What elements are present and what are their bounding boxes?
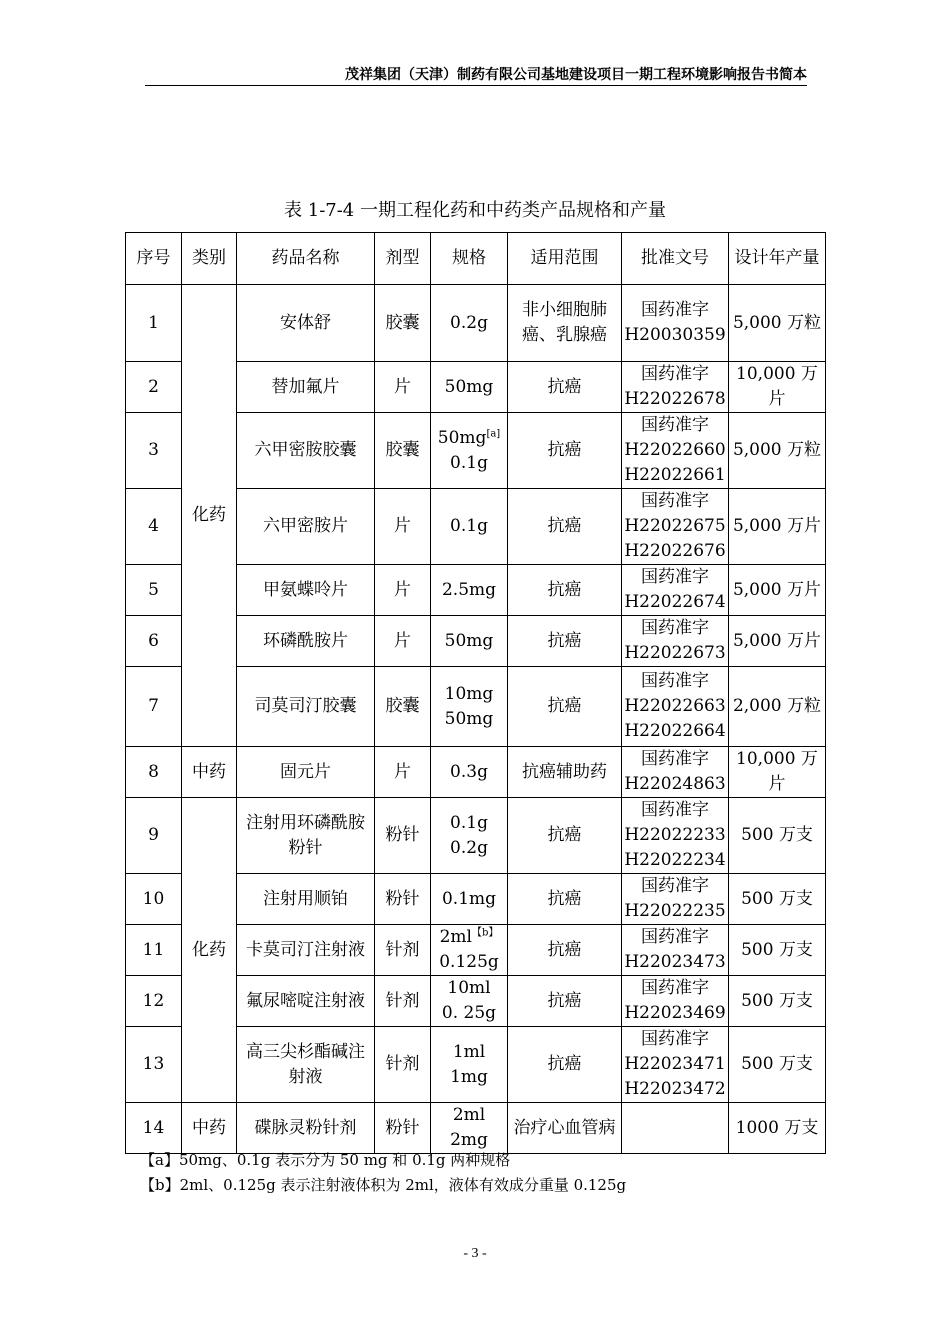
approval-label: 国药准字 [641, 876, 709, 896]
table-caption: 表 1-7-4 一期工程化药和中药类产品规格和产量 [284, 200, 666, 221]
header-scope: 适用范围 [508, 233, 622, 285]
cell-scope: 治疗心血管病 [508, 1103, 622, 1154]
approval-label: 国药准字 [641, 567, 709, 587]
cell-scope: 抗癌 [508, 976, 622, 1027]
cell-approval [622, 1103, 729, 1154]
cell-spec [431, 1027, 508, 1103]
cell-output: 500 万支 [729, 925, 826, 976]
cell-approval [622, 1027, 729, 1103]
header-category: 类别 [182, 233, 237, 285]
cell-approval [622, 489, 729, 565]
spec-value-2: 0.2g [450, 837, 488, 858]
approval-code: H22023471 [624, 1054, 726, 1074]
header-rule [145, 85, 807, 86]
approval-code: H22022233 [624, 825, 726, 845]
approval-code: H22022234 [624, 850, 726, 870]
cell-scope: 抗癌 [508, 489, 622, 565]
cell-name: 安体舒 [237, 285, 375, 362]
cell-spec [431, 362, 508, 413]
header-no: 序号 [126, 233, 182, 285]
approval-code: H22022678 [624, 389, 726, 409]
spec-value: 50mg [444, 376, 494, 397]
header-output: 设计年产量 [729, 233, 826, 285]
approval-code: H22024863 [624, 774, 726, 794]
approval-label: 国药准字 [641, 300, 709, 320]
cell-output: 500 万支 [729, 798, 826, 874]
approval-label: 国药准字 [641, 749, 709, 769]
cell-category: 中药 [182, 1103, 237, 1154]
approval-code: H22022661 [624, 465, 726, 485]
table-body [126, 285, 826, 1154]
cell-form: 粉针 [375, 874, 431, 925]
cell-name: 六甲密胺胶囊 [237, 413, 375, 489]
spec-value: 10mg [444, 683, 494, 704]
approval-label: 国药准字 [641, 978, 709, 998]
cell-approval [622, 285, 729, 362]
cell-no: 10 [126, 874, 182, 925]
cell-output: 2,000 万粒 [729, 667, 826, 747]
cell-output: 500 万支 [729, 1027, 826, 1103]
cell-name: 六甲密胺片 [237, 489, 375, 565]
header-spec: 规格 [431, 233, 508, 285]
cell-no: 13 [126, 1027, 182, 1103]
cell-scope: 抗癌 [508, 925, 622, 976]
spec-value: 50mg [444, 630, 494, 651]
cell-form: 胶囊 [375, 285, 431, 362]
spec-value-2: 0.1g [450, 452, 488, 473]
cell-approval [622, 413, 729, 489]
spec-value: 0.2g [450, 312, 488, 333]
cell-spec [431, 798, 508, 874]
header-name: 药品名称 [237, 233, 375, 285]
cell-name: 注射用环磷酰胺粉针 [237, 798, 375, 874]
cell-form: 针剂 [375, 976, 431, 1027]
cell-scope: 非小细胞肺癌、乳腺癌 [508, 285, 622, 362]
spec-value: 2ml [452, 1105, 486, 1125]
cell-scope: 抗癌 [508, 798, 622, 874]
cell-name: 高三尖杉酯碱注射液 [237, 1027, 375, 1103]
header-form: 剂型 [375, 233, 431, 285]
spec-value-2: 50mg [444, 708, 494, 729]
cell-form: 片 [375, 489, 431, 565]
approval-code: H22022664 [624, 721, 726, 741]
approval-code: H22022676 [624, 541, 726, 561]
cell-approval [622, 616, 729, 667]
cell-output: 10,000 万片 [729, 362, 826, 413]
spec-value-2: 0.125g [439, 952, 499, 972]
cell-approval [622, 667, 729, 747]
approval-code: H22022674 [624, 592, 726, 612]
cell-no: 5 [126, 565, 182, 616]
cell-name: 司莫司汀胶囊 [237, 667, 375, 747]
cell-spec [431, 747, 508, 798]
cell-form: 胶囊 [375, 667, 431, 747]
cell-spec [431, 616, 508, 667]
cell-no: 7 [126, 667, 182, 747]
product-table [125, 232, 826, 1154]
approval-label: 国药准字 [641, 364, 709, 384]
cell-scope: 抗癌 [508, 874, 622, 925]
spec-value: 0.1g [450, 516, 488, 536]
cell-category: 化药 [182, 285, 237, 747]
page-number: - 3 - [463, 1246, 487, 1261]
approval-label: 国药准字 [641, 927, 709, 947]
cell-form: 粉针 [375, 798, 431, 874]
cell-scope: 抗癌 [508, 413, 622, 489]
spec-footnote-ref: [a] [486, 427, 501, 439]
cell-approval [622, 798, 729, 874]
approval-code: H22022663 [624, 696, 726, 716]
table-row [126, 747, 826, 798]
cell-form: 粉针 [375, 1103, 431, 1154]
cell-spec [431, 489, 508, 565]
cell-scope: 抗癌 [508, 667, 622, 747]
cell-output: 1000 万支 [729, 1103, 826, 1154]
cell-no: 3 [126, 413, 182, 489]
cell-spec [431, 976, 508, 1027]
cell-spec [431, 565, 508, 616]
cell-name: 碟脉灵粉针剂 [237, 1103, 375, 1154]
cell-scope: 抗癌 [508, 565, 622, 616]
approval-code: H22022673 [624, 643, 726, 663]
cell-form: 片 [375, 616, 431, 667]
spec-value: 2.5mg [441, 579, 497, 600]
cell-scope: 抗癌 [508, 616, 622, 667]
cell-name: 固元片 [237, 747, 375, 798]
cell-no: 11 [126, 925, 182, 976]
cell-output: 5,000 万粒 [729, 285, 826, 362]
approval-code: H22023469 [624, 1003, 726, 1023]
approval-label: 国药准字 [641, 800, 709, 820]
footnote-a: 【a】50mg、0.1g 表示分为 50 mg 和 0.1g 两种规格 [140, 1151, 511, 1169]
cell-no: 14 [126, 1103, 182, 1154]
cell-scope: 抗癌辅助药 [508, 747, 622, 798]
cell-spec [431, 667, 508, 747]
cell-approval [622, 925, 729, 976]
cell-no: 12 [126, 976, 182, 1027]
approval-code: H22023472 [624, 1079, 726, 1099]
document-header: 茂祥集团（天津）制药有限公司基地建设项目一期工程环境影响报告书简本 [345, 67, 807, 83]
spec-value-2: 2mg [450, 1130, 488, 1150]
cell-output: 5,000 万片 [729, 565, 826, 616]
table-row [126, 798, 826, 874]
cell-output: 10,000 万片 [729, 747, 826, 798]
spec-value: 50mg [437, 427, 487, 448]
cell-name: 卡莫司汀注射液 [237, 925, 375, 976]
spec-value-2: 0. 25g [441, 1003, 497, 1023]
cell-spec [431, 413, 508, 489]
cell-no: 8 [126, 747, 182, 798]
spec-value: 10ml [447, 978, 491, 998]
approval-code: H22022660 [624, 440, 726, 460]
cell-output: 5,000 万片 [729, 616, 826, 667]
cell-output: 500 万支 [729, 874, 826, 925]
cell-spec [431, 285, 508, 362]
footnote-b: 【b】2ml、0.125g 表示注射液体积为 2ml，液体有效成分重量 0.125g [140, 1176, 627, 1194]
cell-category: 化药 [182, 798, 237, 1103]
spec-value: 0.1g [450, 812, 488, 833]
table-row [126, 285, 826, 362]
approval-label: 国药准字 [641, 1029, 709, 1049]
cell-spec [431, 1103, 508, 1154]
approval-label: 国药准字 [641, 415, 709, 435]
cell-name: 替加氟片 [237, 362, 375, 413]
cell-form: 针剂 [375, 1027, 431, 1103]
cell-name: 注射用顺铂 [237, 874, 375, 925]
cell-output: 5,000 万粒 [729, 413, 826, 489]
spec-footnote-ref: 【b】 [471, 927, 499, 939]
cell-form: 胶囊 [375, 413, 431, 489]
approval-label: 国药准字 [641, 491, 709, 511]
cell-spec [431, 874, 508, 925]
cell-approval [622, 565, 729, 616]
approval-code: H22022675 [624, 516, 726, 536]
approval-label: 国药准字 [641, 618, 709, 638]
spec-value: 0.3g [450, 761, 488, 782]
approval-code: H22023473 [624, 952, 726, 972]
cell-no: 4 [126, 489, 182, 565]
spec-value: 0.1mg [441, 888, 497, 909]
cell-approval [622, 874, 729, 925]
cell-no: 9 [126, 798, 182, 874]
cell-name: 甲氨蝶呤片 [237, 565, 375, 616]
cell-category: 中药 [182, 747, 237, 798]
footnotes [140, 1148, 626, 1198]
header-approval: 批准文号 [622, 233, 729, 285]
approval-label: 国药准字 [641, 671, 709, 691]
table-row [126, 1103, 826, 1154]
approval-code: H20030359 [624, 325, 726, 345]
cell-approval [622, 747, 729, 798]
cell-form: 片 [375, 565, 431, 616]
spec-value: 2ml [439, 927, 472, 947]
cell-form: 针剂 [375, 925, 431, 976]
spec-value-2: 1mg [450, 1066, 488, 1087]
cell-no: 1 [126, 285, 182, 362]
cell-no: 2 [126, 362, 182, 413]
cell-output: 500 万支 [729, 976, 826, 1027]
approval-code: H22022235 [624, 901, 726, 921]
cell-scope: 抗癌 [508, 362, 622, 413]
cell-form: 片 [375, 362, 431, 413]
cell-output: 5,000 万片 [729, 489, 826, 565]
cell-name: 环磷酰胺片 [237, 616, 375, 667]
cell-approval [622, 976, 729, 1027]
cell-no: 6 [126, 616, 182, 667]
cell-spec [431, 925, 508, 976]
table-header-row [126, 233, 826, 285]
cell-scope: 抗癌 [508, 1027, 622, 1103]
cell-name: 氟尿嘧啶注射液 [237, 976, 375, 1027]
cell-form: 片 [375, 747, 431, 798]
cell-approval [622, 362, 729, 413]
spec-value: 1ml [452, 1041, 486, 1062]
